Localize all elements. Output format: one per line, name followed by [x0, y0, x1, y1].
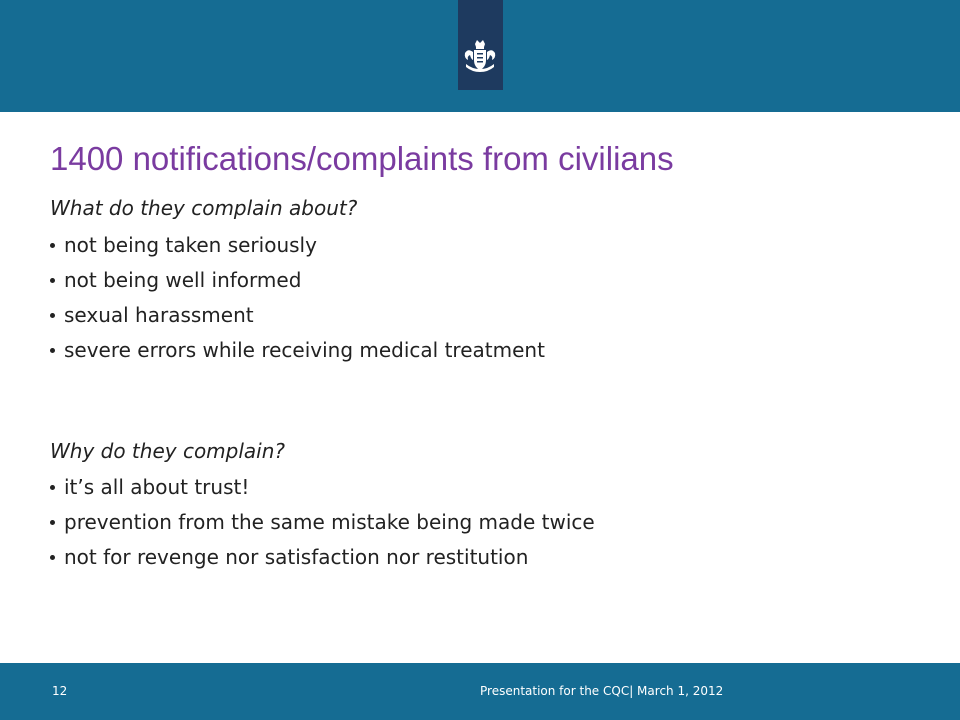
- coat-of-arms-icon: [460, 38, 500, 78]
- bullet-dot: [50, 278, 55, 283]
- bullet-dot: [50, 520, 55, 525]
- bullet-text: prevention from the same mistake being made twice: [64, 510, 595, 534]
- list-item: [50, 475, 595, 510]
- bullet-dot: [50, 485, 55, 490]
- bullet-dot: [50, 348, 55, 353]
- bullet-text: it’s all about trust!: [64, 475, 250, 499]
- bullet-dot: [50, 243, 55, 248]
- slide-title: 1400 notifications/complaints from civilians: [50, 140, 674, 177]
- bullet-dot: [50, 313, 55, 318]
- bullet-text: severe errors while receiving medical treatment: [64, 338, 545, 362]
- list-item: [50, 510, 595, 545]
- section-heading-reasons: Why do they complain?: [50, 439, 286, 463]
- reasons-list: [50, 475, 595, 580]
- bullet-text: not being taken seriously: [64, 233, 317, 257]
- section-heading-complaints: What do they complain about?: [50, 196, 358, 220]
- list-item: [50, 268, 545, 303]
- list-item: [50, 233, 545, 268]
- government-logo: [458, 0, 503, 90]
- bullet-text: sexual harassment: [64, 303, 254, 327]
- footer-text: Presentation for the CQC| March 1, 2012: [480, 684, 724, 698]
- bullet-text: not for revenge nor satisfaction nor restitution: [64, 545, 529, 569]
- bullet-dot: [50, 555, 55, 560]
- footer-band: [0, 663, 960, 720]
- page-number: 12: [52, 684, 68, 698]
- header-band: [0, 0, 960, 112]
- list-item: [50, 338, 545, 373]
- bullet-text: not being well informed: [64, 268, 302, 292]
- complaints-list: [50, 233, 545, 373]
- list-item: [50, 303, 545, 338]
- list-item: [50, 545, 595, 580]
